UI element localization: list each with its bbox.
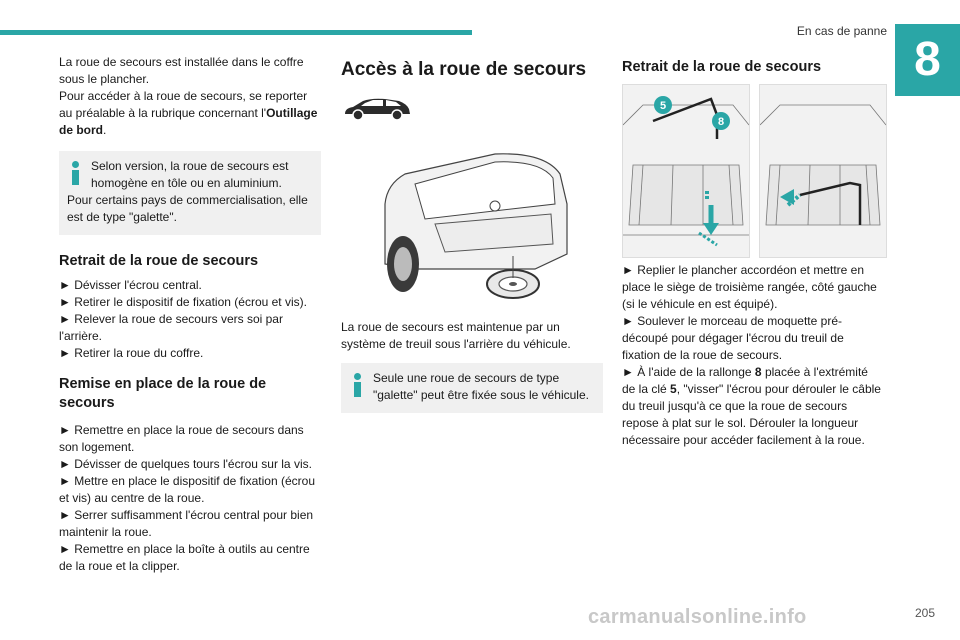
step-soulever: ► Soulever le morceau de moquette pré-découpé pour dégager l'écrou du treuil de fixation de la roue de secours. [622,314,844,362]
retrait-step: ► Relever la roue de secours vers soi par l'arrière. [59,312,283,343]
step-rallonge [622,364,884,449]
remise-step: ► Remettre en place la roue de secours dans son logement. [59,423,304,454]
intro-text-2 [59,88,321,139]
column-right [622,58,884,77]
info-icon [351,373,365,397]
step3-a: ► À l'aide de la rallonge [622,365,755,379]
heading-remise: Remise en place de la roue de secours [59,376,267,411]
step3-e: , "visser" l'écrou pour dérouler le câble du treuil jusqu'à ce que la roue de secours repose à plat sur le sol. Dérouler la longueur nécessaire pour accéder facilement à la roue. [622,382,881,447]
spare-wheel-car-illustration [355,144,575,304]
column-right-text [622,262,884,449]
remise-step: ► Dévisser de quelques tours l'écrou sur la vis. [59,457,312,471]
step3-c: placée à l'extrémité de la clé [622,365,868,396]
info-icon [69,161,83,185]
info-box-galette [341,363,603,413]
section-title: En cas de panne [796,24,887,38]
remise-steps [59,422,321,575]
heading-acces: Accès à la roue de secours [341,59,587,80]
info-box-versions [59,151,321,235]
remise-step: ► Serrer suffisamment l'écrou central pour bien maintenir la roue. [59,508,314,539]
winch-text: La roue de secours est maintenue par un système de treuil sous l'arrière du véhicule. [341,320,571,351]
heading-retrait-right: Retrait de la roue de secours [622,59,822,75]
callout-5: 5 [659,100,667,112]
galette-info: Seule une roue de secours de type "galette" peut être fixée sous le véhicule. [373,371,589,402]
callout-8: 8 [717,116,725,128]
remise-step: ► Mettre en place le dispositif de fixation (écrou et vis) au centre de la roue. [59,474,316,505]
info-line1: Selon version, la roue de secours est homogène en tôle ou en aluminium. [91,159,289,190]
step-replier: ► Replier le plancher accordéon et mettre en place le siège de troisième rangée, côté gauche (si le véhicule en est équipé). [622,263,877,311]
retrait-steps [59,277,321,362]
retrait-step: ► Retirer le dispositif de fixation (écrou et vis). [59,295,307,309]
retrait-step: ► Retirer la roue du coffre. [59,346,204,360]
chapter-tab: 8 [895,24,960,96]
info-line2: Pour certains pays de commercialisation, elle est de type "galette". [67,193,308,224]
car-silhouette-icon [341,96,413,122]
trunk-photo-right [759,84,887,258]
retrait-step: ► Dévisser l'écrou central. [59,278,202,292]
page-number: 205 [914,606,935,620]
step3-d: 5 [670,382,677,396]
outillage-link: Outillage de bord [59,106,318,137]
column-middle-text [341,319,603,413]
intro2-suffix: . [103,123,107,137]
column-left [59,54,321,575]
intro2-prefix: Pour accéder à la roue de secours, se reporter au préalable à la rubrique concernant l' [59,89,308,120]
watermark: carmanualsonline.info [588,606,807,628]
column-middle [341,57,603,83]
header-accent-line [0,30,472,35]
step3-b: 8 [754,365,762,379]
intro-text: La roue de secours est installée dans le coffre sous le plancher. [59,55,304,86]
remise-step: ► Remettre en place la boîte à outils au centre de la roue et la clipper. [59,542,310,573]
trunk-photo-left [622,84,750,258]
heading-retrait: Retrait de la roue de secours [59,253,259,269]
